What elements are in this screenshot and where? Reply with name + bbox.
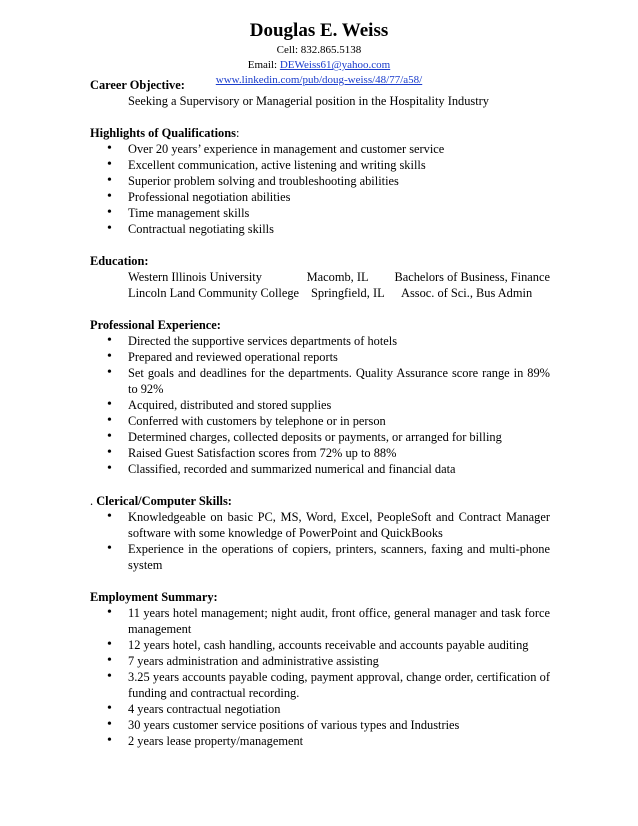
clerical-section: [90, 493, 550, 573]
linkedin-link[interactable]: www.linkedin.com/pub/doug-weiss/48/77/a58/: [215, 74, 423, 86]
career-objective-text: Seeking a Supervisory or Managerial position in the Hospitality Industry: [128, 94, 489, 108]
education-location: Macomb, IL: [306, 270, 369, 284]
resume-body: [90, 77, 550, 765]
bullet-item: • Time management skills: [90, 205, 550, 221]
bullet-item: • Contractual negotiating skills: [90, 221, 550, 237]
bullet-item: • Acquired, distributed and stored supplies: [90, 397, 550, 413]
clerical-title: Clerical/Computer Skills:: [96, 494, 232, 508]
bullet-item: • 4 years contractual negotiation: [90, 701, 550, 717]
clerical-list: [90, 509, 550, 573]
bullet-item: • 11 years hotel management; night audit, front office, general manager and task force management: [90, 605, 550, 637]
education-degree: Assoc. of Sci., Bus Admin: [401, 286, 533, 300]
highlights-title: Highlights of Qualifications: [90, 126, 236, 140]
education-degree: Bachelors of Business, Finance: [394, 270, 550, 284]
experience-title: Professional Experience:: [90, 318, 221, 332]
bullet-item: • Over 20 years’ experience in management and customer service: [90, 141, 550, 157]
bullet-item: • Prepared and reviewed operational reports: [90, 349, 550, 365]
highlights-heading: [90, 125, 550, 141]
education-title: Education:: [90, 254, 149, 268]
bullet-item: • Determined charges, collected deposits or payments, or arranged for billing: [90, 429, 550, 445]
experience-section: [90, 317, 550, 477]
email-line: [0, 58, 638, 73]
highlights-list: [90, 141, 550, 237]
highlights-title-suffix: :: [235, 126, 240, 140]
employment-title: Employment Summary:: [90, 590, 218, 604]
employment-section: [90, 589, 550, 749]
bullet-item: • Raised Guest Satisfaction scores from 72% up to 88%: [90, 445, 550, 461]
bullet-item: • Conferred with customers by telephone or in person: [90, 413, 550, 429]
bullet-item: • 30 years customer service positions of various types and Industries: [90, 717, 550, 733]
bullet-item: • Classified, recorded and summarized numerical and financial data: [90, 461, 550, 477]
education-school: Western Illinois University: [128, 270, 262, 284]
education-school: Lincoln Land Community College: [128, 286, 300, 300]
bullet-item: • Knowledgeable on basic PC, MS, Word, Excel, PeopleSoft and Contract Manager software with some knowledge of PowerPoint and QuickBooks: [90, 509, 550, 541]
bullet-item: • 3.25 years accounts payable coding, payment approval, change order, certification of funding and contractual recording.: [90, 669, 550, 701]
highlights-section: [90, 125, 550, 237]
email-link[interactable]: DEWeiss61@yahoo.com: [279, 59, 391, 71]
bullet-item: • Set goals and deadlines for the departments. Quality Assurance score range in 89% to 92%: [90, 365, 550, 397]
bullet-item: • 2 years lease property/management: [90, 733, 550, 749]
career-objective-title: Career Objective:: [90, 78, 185, 92]
employment-list: [90, 605, 550, 749]
education-row: [90, 285, 550, 301]
education-location: Springfield, IL: [311, 286, 385, 300]
education-section: [90, 253, 550, 301]
clerical-prefix: .: [90, 494, 97, 508]
education-row: [90, 269, 550, 285]
experience-list: [90, 333, 550, 477]
career-objective-section: [90, 77, 550, 109]
bullet-item: • Superior problem solving and troubleshooting abilities: [90, 173, 550, 189]
bullet-item: • 7 years administration and administrative assisting: [90, 653, 550, 669]
bullet-item: • Excellent communication, active listening and writing skills: [90, 157, 550, 173]
education-rows: [90, 269, 550, 301]
cell-phone: Cell: 832.865.5138: [276, 44, 362, 56]
bullet-item: • 12 years hotel, cash handling, accounts receivable and accounts payable auditing: [90, 637, 550, 653]
bullet-item: • Directed the supportive services departments of hotels: [90, 333, 550, 349]
clerical-heading: [90, 493, 550, 509]
bullet-item: • Professional negotiation abilities: [90, 189, 550, 205]
bullet-item: • Experience in the operations of copiers, printers, scanners, faxing and multi-phone system: [90, 541, 550, 573]
candidate-name: Douglas E. Weiss: [249, 20, 389, 41]
resume-header: [0, 0, 638, 88]
email-prefix: Email:: [247, 59, 280, 71]
